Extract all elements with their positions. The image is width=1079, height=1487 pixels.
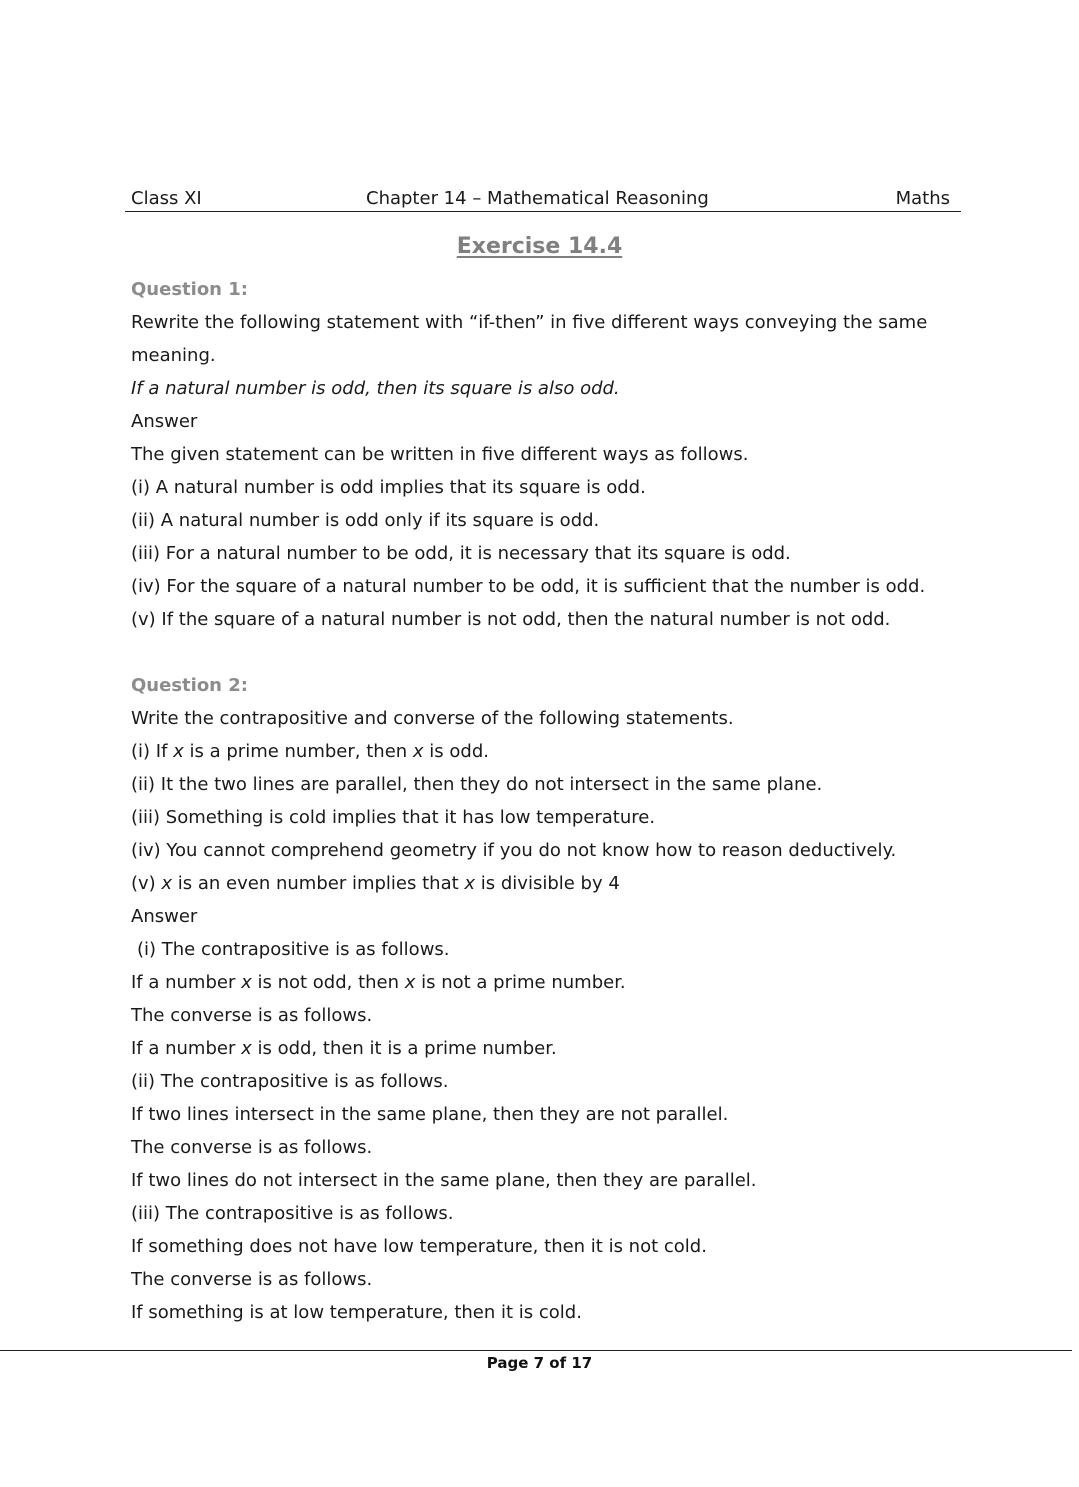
text: If a number bbox=[131, 972, 242, 993]
question-1-statement: If a natural number is odd, then its square is also odd. bbox=[131, 378, 620, 399]
answer-label: Answer bbox=[131, 411, 198, 432]
variable: x bbox=[241, 972, 252, 993]
answer-line: If two lines intersect in the same plane, then they are not parallel. bbox=[131, 1104, 729, 1125]
answer-line: (iii) The contrapositive is as follows. bbox=[131, 1203, 454, 1224]
document-body bbox=[131, 273, 961, 1329]
statement-item: (iv) You cannot comprehend geometry if you do not know how to reason deductively. bbox=[131, 840, 897, 861]
text: is divisible by 4 bbox=[475, 873, 620, 894]
answer-item: (iii) For a natural number to be odd, it is necessary that its square is odd. bbox=[131, 543, 791, 564]
answer-line: The converse is as follows. bbox=[131, 1005, 373, 1026]
question-1-prompt-cont: meaning. bbox=[131, 345, 216, 366]
answer-item: (ii) A natural number is odd only if its square is odd. bbox=[131, 510, 600, 531]
text: is not a prime number. bbox=[415, 972, 626, 993]
question-1-label: Question 1: bbox=[131, 279, 248, 300]
variable: x bbox=[161, 873, 173, 894]
answer-item: (iv) For the square of a natural number to be odd, it is sufficient that the number is odd. bbox=[131, 576, 926, 597]
answer-item: (v) If the square of a natural number is not odd, then the natural number is not odd. bbox=[131, 609, 891, 630]
answer-line: The converse is as follows. bbox=[131, 1269, 373, 1290]
variable: x bbox=[412, 741, 424, 762]
spacer bbox=[131, 636, 961, 669]
text: If a number bbox=[131, 1038, 242, 1059]
answer-intro: The given statement can be written in five different ways as follows. bbox=[131, 444, 749, 465]
variable: x bbox=[464, 873, 476, 894]
variable: x bbox=[404, 972, 416, 993]
answer-line: If two lines do not intersect in the same plane, then they are parallel. bbox=[131, 1170, 757, 1191]
answer-label: Answer bbox=[131, 906, 198, 927]
question-2-label: Question 2: bbox=[131, 675, 248, 696]
statement-item bbox=[131, 735, 961, 768]
answer-line bbox=[131, 966, 961, 999]
page-header bbox=[125, 187, 961, 212]
statement-item: (ii) It the two lines are parallel, then they do not intersect in the same plane. bbox=[131, 774, 823, 795]
statement-item bbox=[131, 867, 961, 900]
text: is an even number implies that bbox=[172, 873, 465, 894]
answer-line bbox=[131, 1032, 961, 1065]
text: is a prime number, then bbox=[183, 741, 413, 762]
variable: x bbox=[241, 1038, 252, 1059]
answer-line: The converse is as follows. bbox=[131, 1137, 373, 1158]
question-2-prompt: Write the contrapositive and converse of the following statements. bbox=[131, 708, 734, 729]
answer-line: (ii) The contrapositive is as follows. bbox=[131, 1071, 449, 1092]
text: is odd. bbox=[423, 741, 489, 762]
text: is odd, then it is a prime number. bbox=[251, 1038, 557, 1059]
question-1-prompt: Rewrite the following statement with “if-then” in five different ways conveying the same bbox=[131, 312, 928, 333]
answer-line: If something does not have low temperature, then it is not cold. bbox=[131, 1236, 707, 1257]
text: (v) bbox=[131, 873, 162, 894]
variable: x bbox=[173, 741, 184, 762]
header-subject: Maths bbox=[895, 188, 950, 209]
answer-line: (i) The contrapositive is as follows. bbox=[137, 939, 450, 960]
statement-item: (iii) Something is cold implies that it has low temperature. bbox=[131, 807, 656, 828]
footer-divider bbox=[0, 1350, 1072, 1351]
header-class: Class XI bbox=[131, 188, 202, 209]
answer-line: If something is at low temperature, then it is cold. bbox=[131, 1302, 582, 1323]
header-chapter: Chapter 14 – Mathematical Reasoning bbox=[366, 188, 709, 209]
exercise-title: Exercise 14.4 bbox=[456, 234, 623, 259]
page-number: Page 7 of 17 bbox=[486, 1354, 593, 1372]
text: is not odd, then bbox=[251, 972, 405, 993]
text: (i) If bbox=[131, 741, 174, 762]
answer-item: (i) A natural number is odd implies that its square is odd. bbox=[131, 477, 646, 498]
